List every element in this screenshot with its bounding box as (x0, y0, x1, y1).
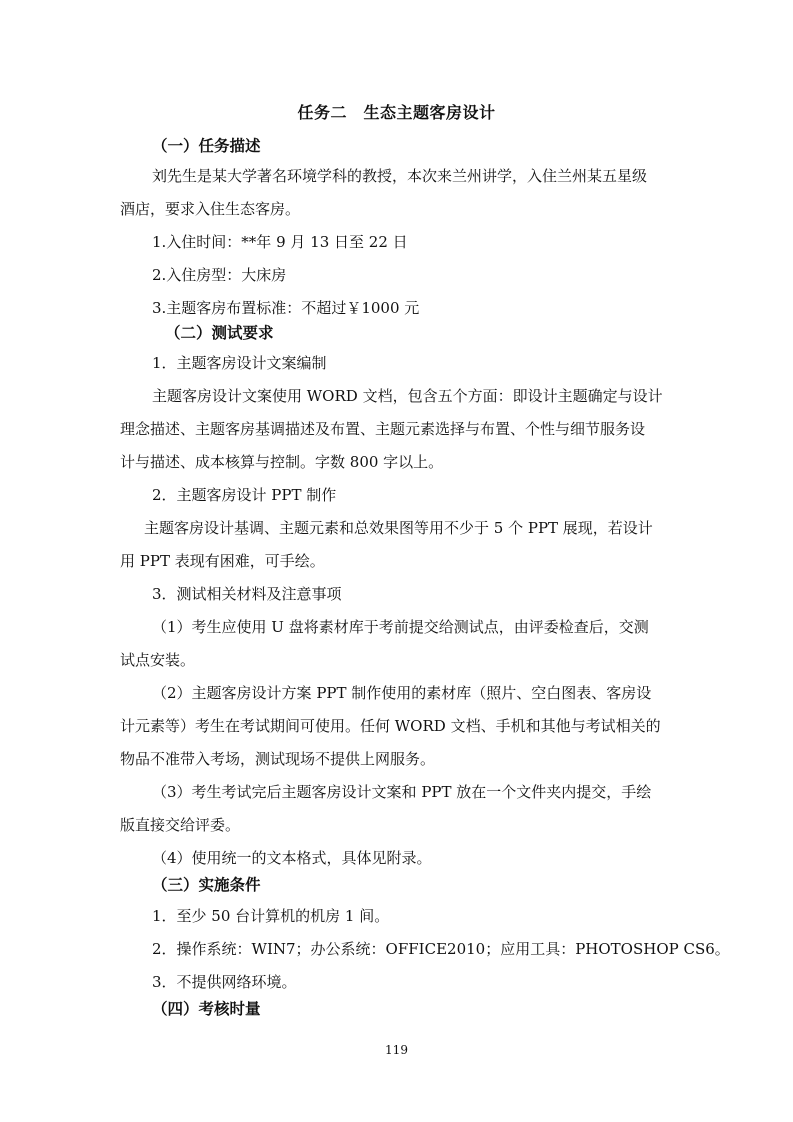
list-item-room-budget: 3.主题客房布置标准：不超过￥1000 元 (152, 299, 420, 317)
note-line: 试点安装。 (120, 651, 196, 669)
note-line: 物品不准带入考场，测试现场不提供上网服务。 (120, 750, 436, 768)
section-heading-task-description: （一）任务描述 (152, 137, 261, 155)
list-item-copywriting: 1．主题客房设计文案编制 (152, 354, 327, 372)
paragraph-line: 计与描述、成本核算与控制。字数 800 字以上。 (120, 453, 444, 471)
note-line: 版直接交给评委。 (120, 816, 241, 834)
section-heading-test-requirements: （二）测试要求 (165, 324, 274, 342)
list-item-network: 3．不提供网络环境。 (152, 973, 297, 991)
list-item-lab: 1．至少 50 台计算机的机房 1 间。 (152, 907, 390, 925)
list-item-checkin-time: 1.入住时间：**年 9 月 13 日至 22 日 (152, 233, 408, 251)
list-item-room-type: 2.入住房型：大床房 (152, 266, 287, 284)
note-line: 计元素等）考生在考试期间可使用。任何 WORD 文档、手机和其他与考试相关的 (120, 717, 661, 735)
note-line: （1）考生应使用 U 盘将素材库于考前提交给测试点，由评委检查后，交测 (152, 618, 649, 636)
paragraph-line: 主题客房设计文案使用 WORD 文档，包含五个方面：即设计主题确定与设计 (152, 387, 663, 405)
paragraph-line: 用 PPT 表现有困难，可手绘。 (120, 552, 325, 570)
paragraph-line: 刘先生是某大学著名环境学科的教授，本次来兰州讲学，入住兰州某五星级 (152, 167, 648, 185)
note-line: （2）主题客房设计方案 PPT 制作使用的素材库（照片、空白图表、客房设 (152, 684, 652, 702)
paragraph-line: 理念描述、主题客房基调描述及布置、主题元素选择与布置、个性与细节服务设 (120, 420, 646, 438)
list-item-ppt: 2．主题客房设计 PPT 制作 (152, 486, 337, 504)
list-item-software: 2．操作系统：WIN7；办公系统：OFFICE2010；应用工具：PHOTOSHOP CS6。 (152, 940, 730, 958)
section-heading-conditions: （三）实施条件 (152, 876, 261, 894)
note-line: （3）考生考试完后主题客房设计文案和 PPT 放在一个文件夹内提交，手绘 (152, 783, 652, 801)
paragraph-line: 主题客房设计基调、主题元素和总效果图等用不少于 5 个 PPT 展现，若设计 (144, 519, 653, 537)
page-title: 任务二 生态主题客房设计 (297, 103, 496, 122)
note-line: （4）使用统一的文本格式，具体见附录。 (152, 849, 432, 867)
paragraph-line: 酒店，要求入住生态客房。 (120, 200, 301, 218)
page-number: 119 (385, 1043, 408, 1057)
list-item-materials-notes: 3．测试相关材料及注意事项 (152, 585, 342, 603)
section-heading-exam-duration: （四）考核时量 (152, 1000, 261, 1018)
